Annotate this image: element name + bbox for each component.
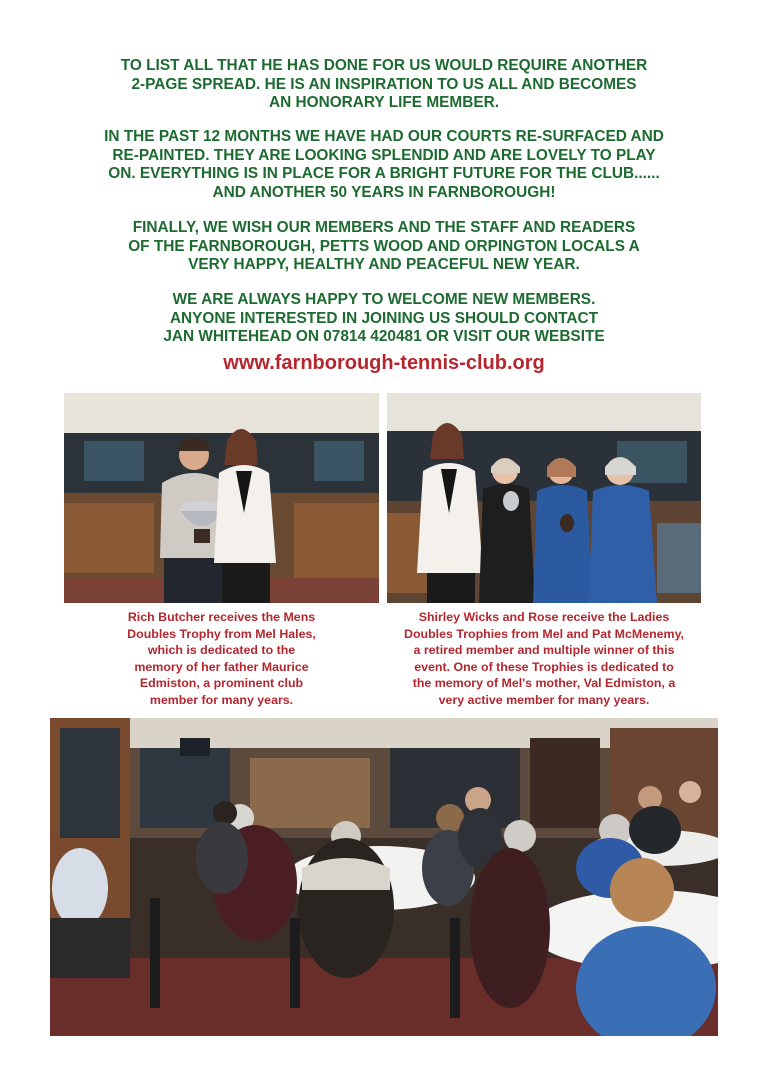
caption-line: Edmiston, a prominent club (139, 676, 304, 691)
caption-line: a retired member and multiple winner of this (413, 643, 675, 658)
intro-paragraph (40, 57, 728, 113)
dinner-event-photo (50, 718, 718, 1036)
mens-trophy-photo (64, 393, 379, 603)
text-line: WE ARE ALWAYS HAPPY TO WELCOME NEW MEMBERS. (172, 291, 596, 308)
text-line: FINALLY, WE WISH OUR MEMBERS AND THE STAFF AND READERS (132, 219, 636, 236)
courts-paragraph (40, 128, 728, 202)
text-line: RE-PAINTED. THEY ARE LOOKING SPLENDID AND ARE LOVELY TO PLAY (112, 146, 656, 164)
caption-line: memory of her father Maurice (134, 659, 309, 674)
caption-line: Doubles Trophy from Mel Hales, (127, 626, 316, 641)
ladies-trophies-caption (380, 609, 708, 709)
contact-paragraph (40, 291, 728, 347)
text-line: AN HONORARY LIFE MEMBER. (268, 94, 499, 111)
website-link[interactable]: www.farnborough-tennis-club.org (223, 352, 545, 374)
caption-line: event. One of these Trophies is dedicated to (414, 659, 674, 674)
text-line: 2-PAGE SPREAD. HE IS AN INSPIRATION TO US ALL AND BECOMES (131, 75, 637, 93)
mens-trophy-caption (64, 609, 379, 709)
caption-line: which is dedicated to the (147, 643, 296, 658)
text-line: TO LIST ALL THAT HE HAS DONE FOR US WOULD REQUIRE ANOTHER (120, 57, 648, 74)
text-line: IN THE PAST 12 MONTHS WE HAVE HAD OUR COURTS RE-SURFACED AND (104, 128, 664, 145)
caption-line: member for many years. (149, 692, 294, 707)
text-line: ON. EVERYTHING IS IN PLACE FOR A BRIGHT FUTURE FOR THE CLUB...... (108, 165, 660, 182)
caption-line: very active member for many years. (438, 692, 650, 707)
ladies-trophies-photo (387, 393, 701, 603)
text-line: VERY HAPPY, HEALTHY AND PEACEFUL NEW YEAR. (188, 256, 580, 273)
caption-line: Shirley Wicks and Rose receive the Ladies (418, 610, 670, 624)
text-line: AND ANOTHER 50 YEARS IN FARNBOROUGH! (212, 183, 556, 201)
text-line: OF THE FARNBOROUGH, PETTS WOOD AND ORPINGTON LOCALS A (128, 237, 640, 255)
new-year-paragraph (40, 219, 728, 275)
text-line: JAN WHITEHEAD ON 07814 420481 OR VISIT OUR WEBSITE (163, 328, 605, 345)
caption-line: Doubles Trophies from Mel and Pat McMenemy, (404, 626, 684, 641)
caption-line: Rich Butcher receives the Mens (127, 610, 316, 624)
caption-line: the memory of Mel's mother, Val Edmiston, a (412, 676, 676, 691)
text-line: ANYONE INTERESTED IN JOINING US SHOULD CONTACT (169, 309, 599, 327)
